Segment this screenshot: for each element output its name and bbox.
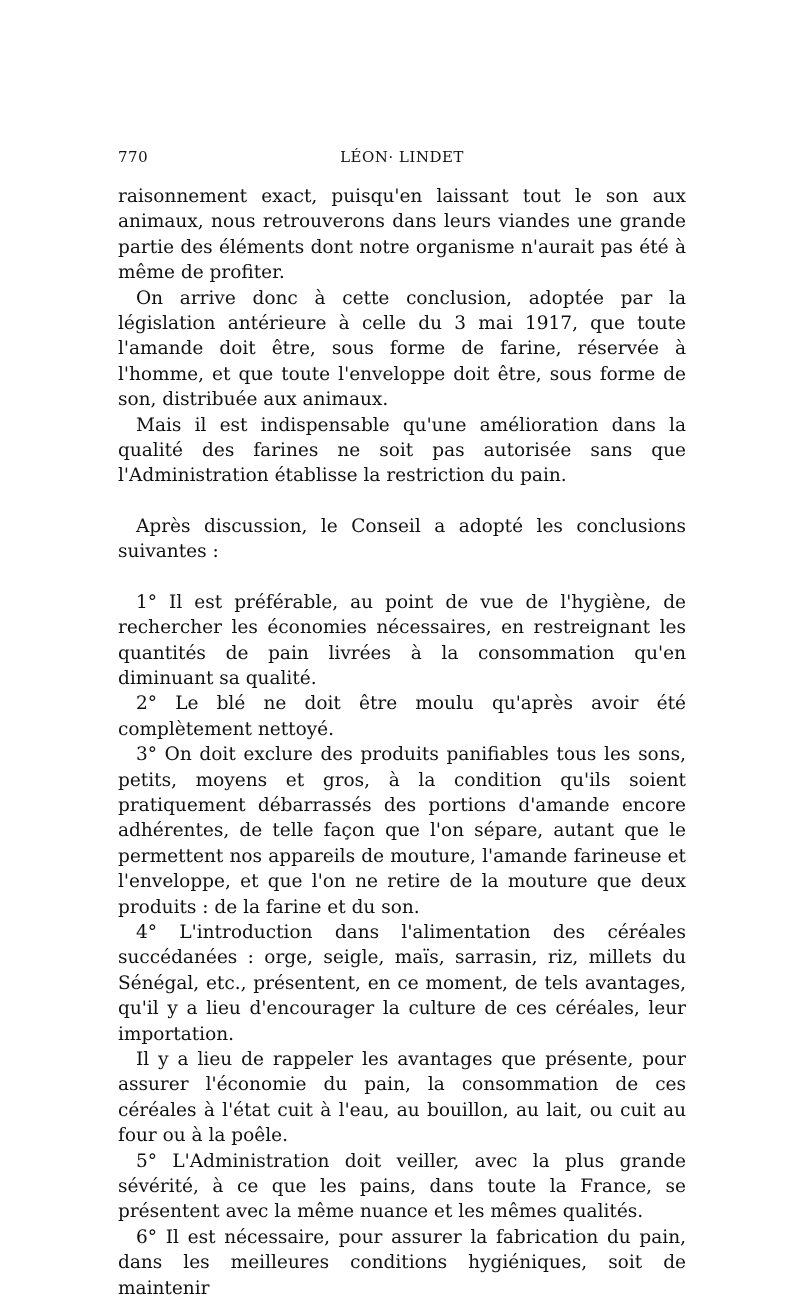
list-item: 1° Il est préférable, au point de vue de l'hygiène, de rechercher les économies nécessaires, en restreignant les quantités de pain livrées à la consommation qu'en diminuant sa qualité. (118, 591, 686, 689)
paragraph: On arrive donc à cette conclusion, adoptée par la législation antérieure à celle du 3 mai 1917, que toute l'amande doit être, sous forme de farine, réservée à l'homme, et que toute l'enveloppe doit être, sous forme de son, distribuée aux animaux. (118, 287, 686, 411)
paragraph: Il y a lieu de rappeler les avantages que présente, pour assurer l'économie du pain, la consommation de ces céréales à l'état cuit à l'eau, au bouillon, au lait, ou cuit au four ou à la poêle. (118, 1049, 686, 1147)
paragraph: Mais il est indispensable qu'une amélioration dans la qualité des farines ne soit pas autorisée sans que l'Administration établisse la restriction du pain. (118, 414, 686, 487)
page-header (118, 148, 686, 174)
list-item: 4° L'introduction dans l'alimentation des céréales succédanées : orge, seigle, maïs, sarrasin, riz, millets du Sénégal, etc., présentent, en ce moment, de tels avantages, qu'il y a lieu d'encourager la culture de ces céréales, leur importation. (118, 921, 686, 1045)
list-item: 3° On doit exclure des produits panifiables tous les sons, petits, moyens et gros, à la condition qu'ils soient pratiquement débarrassés des portions d'amande encore adhérentes, de telle façon que l'on sépare, autant que le permettent nos appareils de mouture, l'amande farineuse et l'enveloppe, et que l'on ne retire de la mouture que deux produits : de la farine et du son. (118, 744, 686, 918)
paragraph: Après discussion, le Conseil a adopté les conclusions suivantes : (118, 515, 686, 563)
list-item: 2° Le blé ne doit être moulu qu'après avoir été complètement nettoyé. (118, 693, 686, 740)
list-item: 5° L'Administration doit veiller, avec la plus grande sévérité, à ce que les pains, dans toute la France, se présentent avec la même nuance et les mêmes qualités. (118, 1150, 686, 1223)
body-text (118, 184, 686, 1301)
running-title: LÉON· LINDET (340, 148, 464, 166)
paragraph: raisonnement exact, puisqu'en laissant tout le son aux animaux, nous retrouverons dans leurs viandes une grande partie des éléments dont notre organisme n'aurait pas été à même de profiter. (118, 186, 686, 284)
list-item: 6° Il est nécessaire, pour assurer la fabrication du pain, dans les meilleures conditions hygiéniques, soit de maintenir (118, 1226, 686, 1299)
page-number: 770 (118, 148, 149, 166)
